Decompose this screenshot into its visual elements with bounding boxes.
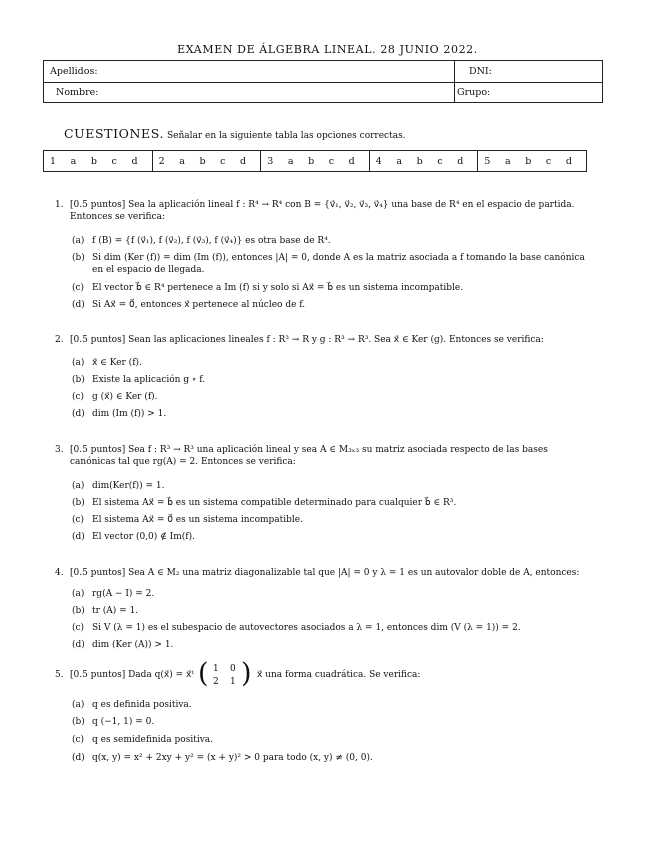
answer-option-a[interactable]: a: [70, 155, 77, 167]
option-text: rg(A − I) = 2.: [92, 589, 155, 599]
question-statement: [0.5 puntos] Sea la aplicación lineal f : R⁴ → R⁴ con B = {v⃗₁, v⃗₂, v⃗₃, v⃗₄} una base de R⁴ en el espacio de partida. Entonces se verifica:: [70, 200, 575, 222]
option-label: (d): [72, 409, 85, 419]
question-statement-pre: [0.5 puntos] Dada q(x⃗) = x⃗ᵗ: [70, 670, 194, 680]
answer-option-c[interactable]: c: [437, 155, 443, 167]
option-label: (c): [72, 392, 85, 402]
answer-number: 1: [50, 155, 57, 167]
option-label: (d): [72, 532, 85, 542]
question-number: 5.: [55, 670, 64, 680]
answer-option-c[interactable]: c: [111, 155, 117, 167]
answer-option-b[interactable]: b: [199, 155, 206, 167]
option-label: (c): [72, 515, 85, 525]
answers-table: [43, 150, 587, 172]
option-text: q(x, y) = x² + 2xy + y² = (x + y)² > 0 para todo (x, y) ≠ (0, 0).: [92, 753, 373, 763]
option-text: dim(Ker(f)) = 1.: [92, 481, 165, 491]
answer-option-d[interactable]: d: [565, 155, 572, 167]
option-label: (b): [72, 606, 85, 616]
option-text: El sistema Ax⃗ = 0⃗ es un sistema incompatible.: [92, 515, 303, 525]
answer-cell-5[interactable]: [478, 151, 586, 171]
exam-title: EXAMEN DE ÁLGEBRA LINEAL. 28 JUNIO 2022.: [177, 43, 478, 56]
option-label: (a): [72, 236, 85, 246]
info-row-2: [44, 82, 602, 103]
option-text: g (x⃗) ∈ Ker (f).: [92, 392, 158, 402]
answer-cell-2[interactable]: [153, 151, 262, 171]
option-label: (d): [72, 640, 85, 650]
question-statement: [0.5 puntos] Sean las aplicaciones lineales f : R³ → R y g : R³ → R³. Sea x⃗ ∈ Ker (g). Entonces se verifica:: [70, 335, 544, 345]
cuestiones-title: CUESTIONES.: [64, 126, 165, 141]
option-text: Si V (λ = 1) es el subespacio de autovectores asociados a λ = 1, entonces dim (V (λ = 1)) = 2.: [92, 623, 521, 633]
option-label: (a): [72, 358, 85, 368]
answer-option-c[interactable]: c: [328, 155, 335, 167]
option-label: (b): [72, 498, 85, 508]
option-label: (b): [72, 253, 85, 263]
option-text: El vector (0,0) ∉ Im(f).: [92, 532, 195, 542]
dni-label: DNI:: [469, 66, 492, 77]
question-number: 3.: [55, 445, 64, 455]
matrix-cell: 1: [230, 677, 236, 687]
answer-option-a[interactable]: a: [287, 155, 294, 167]
matrix-left-paren: (: [198, 658, 209, 689]
answer-number: 4: [375, 155, 382, 167]
answer-number: 2: [158, 155, 165, 167]
answer-option-d[interactable]: d: [240, 155, 247, 167]
answer-option-c[interactable]: c: [220, 155, 226, 167]
answer-cell-4[interactable]: [370, 151, 479, 171]
option-text: x⃗ ∈ Ker (f).: [92, 358, 142, 368]
answer-number: 5: [484, 155, 491, 167]
nombre-label: Nombre:: [56, 87, 99, 98]
option-label: (d): [72, 753, 85, 763]
option-text: Si dim (Ker (f)) = dim (Im (f)), entonces |A| = 0, donde A es la matriz asociada a f tomando la base canónica en el espacio de llegada.: [92, 253, 585, 275]
answer-option-b[interactable]: b: [90, 155, 97, 167]
answer-cell-1[interactable]: [44, 151, 153, 171]
matrix-cell: 1: [213, 664, 219, 674]
option-text: tr (A) = 1.: [92, 606, 139, 616]
info-row-1: [44, 61, 602, 83]
answer-option-d[interactable]: d: [131, 155, 138, 167]
option-text: El sistema Ax⃗ = b⃗ es un sistema compatible determinado para cualquier b⃗ ∈ R³.: [92, 498, 457, 508]
option-label: (c): [72, 623, 85, 633]
answer-option-a[interactable]: a: [396, 155, 403, 167]
answer-option-a[interactable]: a: [505, 155, 511, 167]
question-number: 2.: [55, 335, 64, 345]
option-text: Existe la aplicación g ∘ f.: [92, 375, 206, 385]
option-label: (d): [72, 300, 85, 310]
question-statement: [0.5 puntos] Sea f : R³ → R³ una aplicación lineal y sea A ∈ M₃ₓ₃ su matriz asociada respecto de las bases canónicas tal que rg(A) = 2. Entonces se verifica:: [70, 445, 548, 467]
matrix-right-paren: ): [241, 658, 252, 689]
cuestiones-instruction: Señalar en la siguiente tabla las opciones correctas.: [166, 131, 406, 141]
option-label: (a): [72, 589, 85, 599]
option-text: dim (Im (f)) > 1.: [92, 409, 167, 419]
grupo-label: Grupo:: [457, 87, 491, 98]
option-label: (b): [72, 375, 85, 385]
answer-option-d[interactable]: d: [457, 155, 464, 167]
option-text: q es semidefinida positiva.: [92, 735, 214, 745]
answer-option-d[interactable]: d: [348, 155, 355, 167]
student-info-table: [43, 60, 603, 103]
option-label: (a): [72, 481, 85, 491]
option-text: q es definida positiva.: [92, 700, 192, 710]
option-label: (c): [72, 735, 85, 745]
matrix-cell: 2: [213, 677, 219, 687]
option-text: q (−1, 1) = 0.: [92, 717, 155, 727]
option-text: El vector b⃗ ∈ R⁴ pertenece a Im (f) si y solo si Ax⃗ = b⃗ es un sistema incompatible.: [92, 283, 464, 293]
cuestiones-heading: [64, 126, 406, 141]
option-label: (a): [72, 700, 85, 710]
answer-option-b[interactable]: b: [525, 155, 532, 167]
option-text: dim (Ker (A)) > 1.: [92, 640, 174, 650]
answer-cell-3[interactable]: [261, 151, 370, 171]
answer-option-c[interactable]: c: [545, 155, 552, 167]
question-number: 1.: [55, 200, 64, 210]
answer-option-a[interactable]: a: [179, 155, 185, 167]
answer-number: 3: [267, 155, 274, 167]
quadratic-form-matrix: [198, 658, 252, 693]
question-statement-post: x⃗ una forma cuadrática. Se verifica:: [257, 670, 421, 680]
question-number: 4.: [55, 568, 64, 578]
option-label: (c): [72, 283, 85, 293]
matrix-cell: 0: [230, 664, 236, 674]
option-text: Si Ax⃗ = 0⃗, entonces x⃗ pertenece al núcleo de f.: [92, 300, 306, 310]
option-text: f (B) = {f (v⃗₁), f (v⃗₂), f (v⃗₃), f (v⃗₄)} es otra base de R⁴.: [92, 236, 331, 246]
question-statement: [0.5 puntos] Sea A ∈ M₂ una matriz diagonalizable tal que |A| = 0 y λ = 1 es un autovalor doble de A, entonces:: [70, 568, 580, 578]
option-label: (b): [72, 717, 85, 727]
answer-option-b[interactable]: b: [308, 155, 315, 167]
answer-option-b[interactable]: b: [416, 155, 423, 167]
apellidos-label: Apellidos:: [50, 66, 98, 77]
